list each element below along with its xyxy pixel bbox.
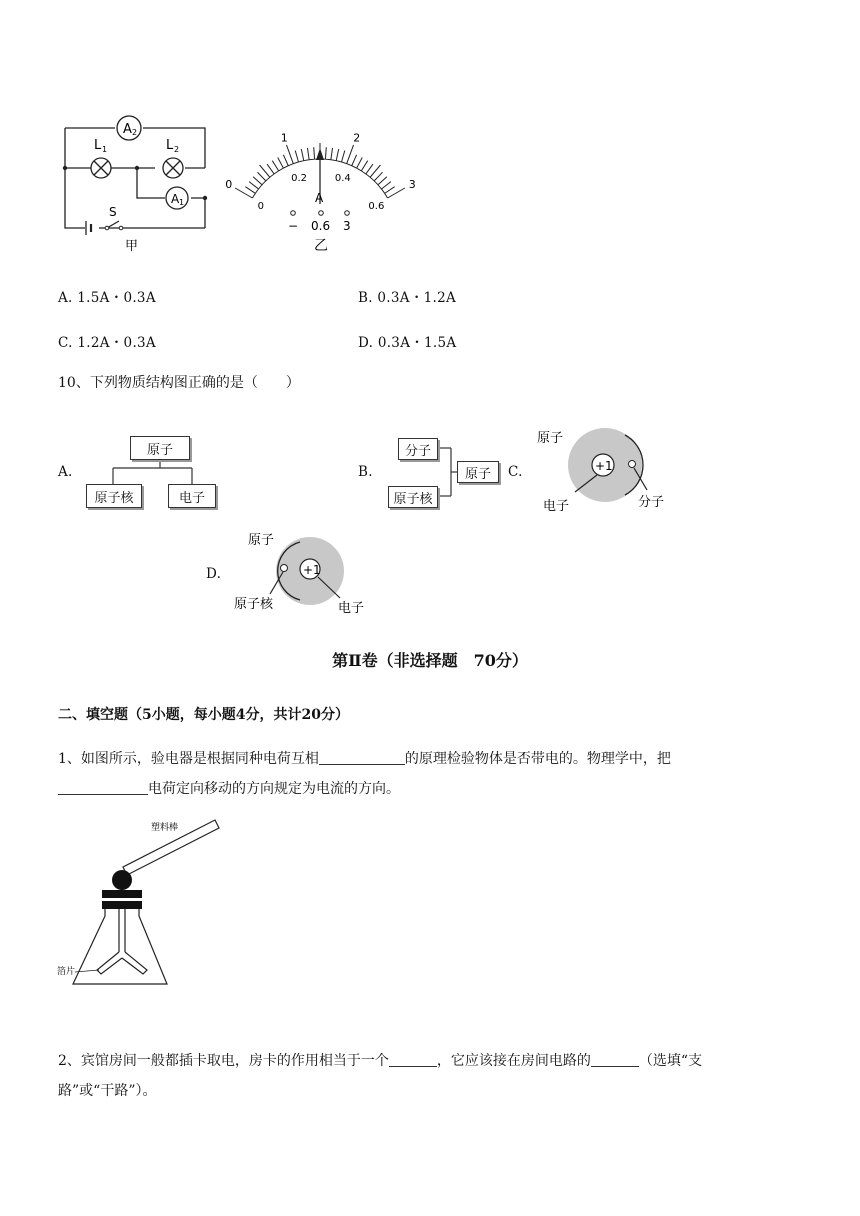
dial-tick (374, 172, 382, 181)
terminal-3: 3 (343, 219, 351, 233)
foil-label: 箔片 (57, 967, 76, 977)
q10-d-atom-label: 原子 (248, 533, 275, 548)
q10-b-molecule-box: 分子 (398, 438, 438, 460)
dial-tick (381, 182, 390, 189)
svg-text:2: 2 (174, 145, 180, 154)
dial-tick (347, 145, 354, 164)
option-d[interactable]: D. 0.3A・1.5A (358, 335, 457, 351)
needle-label: A (315, 191, 324, 205)
q10-b-nucleus-box: 原子核 (388, 486, 438, 508)
question-1-line-2: 电荷定向移动的方向规定为电流的方向。 (58, 774, 818, 804)
dial-tick (307, 148, 309, 160)
terminal-minus: − (288, 219, 299, 233)
dial-tick (245, 187, 255, 194)
answer-blank-3[interactable] (389, 1050, 437, 1067)
option-b[interactable]: B. 0.3A・1.2A (358, 290, 457, 306)
answer-blank-2[interactable] (58, 778, 148, 795)
q10-d-electron-label: 电子 (338, 601, 365, 616)
caption-yi: 乙 (314, 238, 328, 254)
question-1-line-1: 1、如图所示，验电器是根据同种电荷互相 的原理检验物体是否带电的。物理学中，把 (58, 744, 818, 774)
dial-tick (253, 177, 262, 185)
question-2-line-1: 2、宾馆房间一般都插卡取电，房卡的作用相当于一个 ，它应该接在房间电路的 （选填“支 (58, 1046, 818, 1076)
dial-upper-tick-label: 2 (353, 131, 361, 145)
lamp-l1-label: L (94, 138, 102, 153)
q10-d-nucleus: +1 (303, 563, 321, 577)
q10-c-electron-label: 电子 (543, 499, 570, 514)
dial-tick (301, 149, 303, 161)
dial-tick (257, 172, 265, 181)
dial-lower-tick-label: 0 (257, 201, 264, 212)
circuit-diagram-jia (55, 110, 225, 260)
option-a[interactable]: A. 1.5A・0.3A (58, 290, 156, 306)
dial-tick (385, 187, 395, 194)
option-c[interactable]: C. 1.2A・0.3A (58, 335, 156, 351)
question-10-stem: 10、下列物质结构图正确的是（ ） (58, 375, 300, 391)
dial-lower-tick-label: 0.4 (334, 172, 351, 184)
dial-lower-tick-label: 0.2 (291, 172, 308, 184)
dial-tick (286, 145, 293, 164)
fill-in-section-title: 二、填空题（5小题，每小题4分，共计20分） (58, 707, 349, 723)
q10-a-nucleus-box: 原子核 (86, 484, 142, 508)
ammeter-a2-label: A (123, 122, 132, 137)
dial-tick (295, 150, 298, 162)
terminal-0-6: 0.6 (311, 219, 331, 233)
dial-tick (278, 158, 284, 169)
dial-upper-tick-label: 3 (408, 178, 416, 191)
svg-text:1: 1 (179, 198, 185, 207)
part-2-title: 第Ⅱ卷（非选择题 70分） (332, 651, 528, 670)
dial-tick (325, 147, 326, 159)
dial-tick (361, 161, 367, 171)
q10-c-nucleus: +1 (595, 459, 613, 473)
dial-lower-tick-label: 0.6 (368, 201, 385, 212)
dial-upper-tick-label: 0 (225, 178, 233, 191)
dial-tick (314, 147, 315, 159)
dial-tick (331, 148, 333, 160)
q10-option-a-key[interactable]: A. (58, 464, 73, 480)
q10-c-atom-label: 原子 (537, 431, 564, 446)
dial-tick (267, 164, 274, 174)
dial-tick (336, 149, 338, 161)
q10-d-nucleus-label: 原子核 (234, 597, 274, 612)
q10-b-atom-box: 原子 (457, 461, 499, 483)
dial-tick (341, 150, 344, 162)
dial-tick (357, 158, 363, 169)
lamp-l2-label: L (166, 138, 174, 153)
q10-option-c-key[interactable]: C. (508, 464, 523, 480)
answer-blank-1[interactable] (319, 748, 405, 765)
dial-tick (352, 155, 357, 166)
plastic-rod-label: 塑料棒 (151, 823, 179, 833)
ammeter-dial-yi (225, 112, 420, 257)
q10-a-electron-box: 电子 (168, 484, 216, 508)
caption-jia: 甲 (125, 239, 139, 254)
ammeter-a1-label: A (171, 192, 180, 206)
dial-tick (366, 164, 373, 174)
dial-tick (283, 155, 288, 166)
electroscope-figure (55, 812, 235, 1000)
dial-tick (249, 182, 258, 189)
q10-c-molecule-label: 分子 (638, 495, 665, 510)
q10-a-atom-box: 原子 (130, 436, 190, 460)
question-2-line-2: 路”或“干路”）。 (58, 1083, 157, 1099)
dial-tick (378, 177, 387, 185)
dial-upper-tick-label: 1 (280, 131, 288, 145)
q10-option-d-key[interactable]: D. (206, 566, 222, 582)
svg-text:2: 2 (132, 128, 138, 137)
answer-blank-4[interactable] (591, 1050, 639, 1067)
svg-text:1: 1 (102, 145, 108, 154)
q10-option-c-model (525, 420, 685, 520)
q10-option-b-key[interactable]: B. (358, 464, 373, 480)
dial-tick (272, 161, 278, 171)
switch-label: S (109, 205, 117, 219)
q10-option-d-model (228, 528, 388, 620)
